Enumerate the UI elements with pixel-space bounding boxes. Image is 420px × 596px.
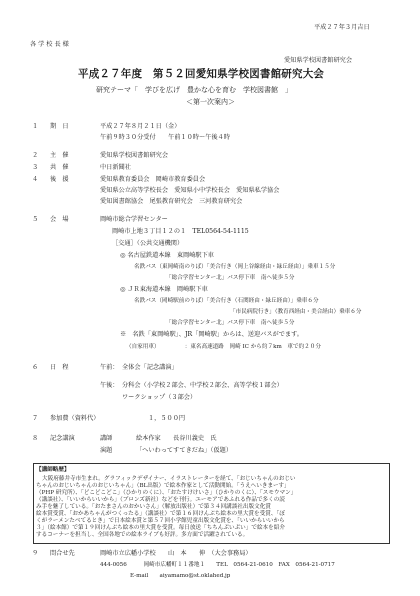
lecture-label: 記念講演 [50, 435, 75, 442]
schedule-pm-workshop: ワークショップ（３部会） [122, 394, 197, 401]
support-label: 後 援 [50, 176, 69, 183]
route-detail: 名鉄バス（岡崎駅前のりば）「美合行き（石関経由・緑丘経由）」乗車６分 [134, 298, 319, 304]
schedule-am: 全体会「記念講演」 [122, 364, 178, 371]
notice-label: ＜第一次案内＞ [186, 98, 235, 106]
profile-line: （講談社）、「いいからいいから」（ブロンズ新社）などを刊行。ユーモアであふれる作品で多くの読 [36, 497, 285, 503]
route-meitetsu: ◎ 名古屋鉄道本線 東岡崎駅下車 [120, 252, 214, 259]
topic-label: 演題 [100, 447, 113, 454]
item-number: ９ [32, 550, 39, 557]
date-label: 期 日 [50, 123, 69, 130]
venue-name: 岡崎市総合学習センター [100, 216, 168, 223]
issue-date: 平成２７年３月吉日 [314, 24, 370, 31]
route-detail: 「市民病院行き」（教育西経由・美合経由）乗車６分 [230, 309, 362, 315]
item-number: ７ [32, 415, 39, 422]
page-title: 平成２７年度 第５２回愛知県学校図書館研究大会 [78, 68, 325, 80]
time-value: 午前９時３０分受付 午前１０時～午後４時 [100, 134, 230, 141]
schedule-pm-label: 午後： [100, 382, 119, 389]
profile-heading: 【講師略歴】 [36, 467, 70, 473]
date-value: 平成２７年８月２１日（金） [100, 123, 181, 130]
profile-line: （PHP 研究所）、「どこどこどこ」（ひかりのくに）、「おたすけけいさ」（ひかりのくに）、「スモウマン」 [36, 490, 297, 496]
support-line: 愛知県公立高等学校長会 愛知県小中学校長会 愛知県私学協会 [100, 187, 280, 194]
profile-line: み手を魅了している。「おたまさんのおかいさん」（解放出版社）で第３４回講談社出版文化賞 [36, 504, 271, 510]
research-theme: 研究テーマ「 学びを広げ 豊かな心を育む 学校図書館 」 [96, 86, 292, 94]
route-jr: ◎ ＪＲ東海道本線 岡崎駅下車 [120, 286, 208, 293]
speaker-name: 絵本作家 長谷川義史 氏 [136, 435, 217, 442]
fee-label: 参加費（資料代） [50, 415, 100, 422]
car-access: （自家用車） ：東名高速道路 岡崎 IC から約７km 車で約２０分 [126, 344, 321, 350]
profile-line: くがラーメンたべてるとき」で日本絵本賞と第５７回小学館児童出版文化賞を、「いいからいいから [36, 518, 285, 524]
profile-line: 絵本賞受賞、「おかあちゃんがつくったる」（講談社）で第１６回けんぶち絵本の里大賞を受賞、「ぼ [36, 511, 285, 517]
item-number: １ [32, 123, 39, 130]
profile-line: するコーナーを担当し、全国各地での絵本ライブも好評。多方面で活躍されている。 [36, 532, 249, 538]
profile-line: 大阪府藤井寺市生まれ。グラフィックデザイナー、イラストレーターを経て、「おじいちゃんのおじい [42, 476, 296, 482]
venue-label: 会 場 [50, 216, 69, 223]
support-line: 愛知県教育委員会 岡崎市教育委員会 [100, 176, 206, 183]
profile-line: ３」（絵本館）で第１９回けんぶち絵本の里大賞を受賞。毎日放送「ちちんぷいぷい」で絵本を紹介 [36, 525, 285, 531]
item-number: ３ [32, 164, 39, 171]
host-label: 主 催 [50, 152, 69, 159]
cohost-value: 中日新聞社 [100, 164, 131, 171]
contact-address: 444-0056 岡崎市広幡町１１番地１ TEL 0564-21-0610 FAX 0564-21-0717 [100, 562, 335, 568]
access-title: ［交通］（公共交通機関） [112, 240, 184, 247]
shuttle-note: ※ 名鉄「東岡崎駅」、JR「岡崎駅」からは、送迎バスがでます。 [120, 331, 303, 338]
schedule-am-label: 午前： [100, 364, 119, 371]
profile-line: ちゃんのおじいちゃんのおじいちゃん」（BL出版）で絵本作家として活動開始。「うえへいきまーす」 [36, 483, 290, 489]
route-detail: 名鉄バス（東岡崎南のりば）「美合行き（岡上谷線経由・緑丘経由）」乗車１５分 [134, 264, 336, 270]
item-number: ８ [32, 435, 39, 442]
item-number: ６ [32, 364, 39, 371]
contact-label: 問合せ先 [50, 550, 75, 557]
topic-title: 「へいわってすてきだね」（仮題） [136, 447, 233, 454]
contact-email[interactable]: E-mail aiyamamo@st.oklahed.jp [130, 573, 231, 579]
contact-school: 岡崎市立広幡小学校 山 本 伸 （大会事務局） [100, 550, 252, 557]
schedule-label: 日 程 [50, 364, 69, 371]
route-detail: 「総合学習センター北」バス停下車 南へ徒歩５分 [166, 275, 295, 281]
fee-value: １，５００円 [148, 415, 186, 422]
route-detail: 「総合学習センター北」バス停下車 南へ徒歩５分 [166, 320, 295, 326]
speaker-label: 講師 [100, 435, 113, 442]
venue-address: 岡崎市上地３丁目１２の１ TEL0564-54-1115 [112, 228, 249, 235]
schedule-pm: 分科会（小学校２部会、中学校２部会、高等学校１部会） [122, 382, 283, 389]
support-line: 愛知図書館協会 尾張教育研究会 三河教育研究会 [100, 198, 243, 205]
cohost-label: 共 催 [50, 164, 69, 171]
item-number: ２ [32, 152, 39, 159]
issuer: 愛知県学校図書館研究会 [284, 57, 353, 64]
item-number: ５ [32, 216, 39, 223]
host-value: 愛知県学校図書館研究会 [100, 152, 169, 159]
recipients: 各 学 校 長 様 [30, 41, 69, 48]
item-number: ４ [32, 176, 39, 183]
